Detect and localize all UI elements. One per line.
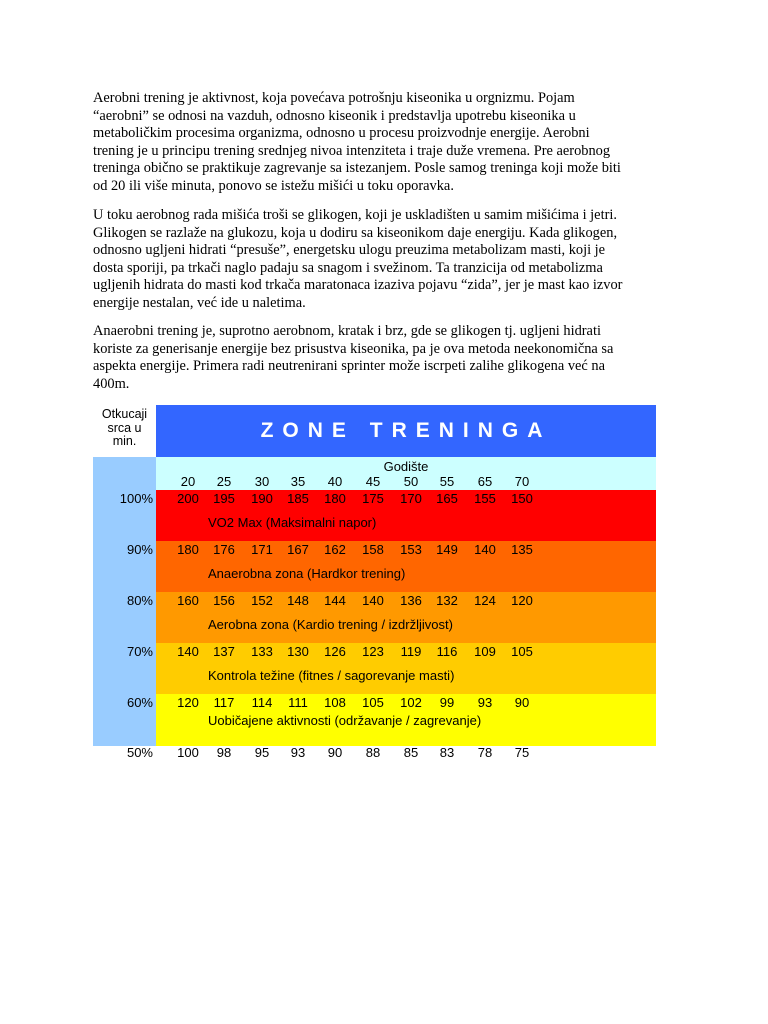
heart-rate-value: 93 bbox=[290, 745, 306, 760]
heart-rate-value: 119 bbox=[400, 644, 422, 659]
text-line: od 20 ili više minuta, ponovo se istežu mišići u toku oporavka. bbox=[93, 177, 454, 194]
heart-rate-value: 148 bbox=[287, 593, 309, 608]
zone-name: Aerobna zona (Kardio trening / izdržljivost) bbox=[208, 617, 453, 632]
heart-rate-value: 132 bbox=[436, 593, 458, 608]
percent-label: 90% bbox=[126, 542, 153, 557]
text-line: U toku aerobnog rada mišića troši se glikogen, koji je uskladišten u samim mišićima i jetri. bbox=[93, 207, 617, 223]
percent-label: 50% bbox=[126, 745, 153, 760]
text-line: Aerobni trening je aktivnost, koja povećava potrošnju kiseonika u orgnizmu. Pojam bbox=[93, 90, 575, 106]
text-line: 400m. bbox=[93, 375, 130, 392]
heart-rate-value: 133 bbox=[251, 644, 273, 659]
heart-rate-value: 153 bbox=[400, 542, 422, 557]
zone-band bbox=[156, 592, 656, 643]
heart-rate-value: 158 bbox=[362, 542, 384, 557]
heart-rate-value: 135 bbox=[511, 542, 533, 557]
text-line: odnosno ugljeni hidrati “presuše”, energetsku ulogu preuzima metabolizam masti, koji je bbox=[93, 242, 606, 259]
text-line: “aerobni” se odnosi na vazduh, odnosno kiseonik i predstavlja upotrebu kiseonika u bbox=[93, 107, 576, 124]
zone-name: Anaerobna zona (Hardkor trening) bbox=[208, 566, 406, 581]
text-line: aspekta energije. Primera radi neutrenirani sprinter može iscrpeti zalihe glikogena već na bbox=[93, 358, 605, 375]
heart-rate-value: 108 bbox=[324, 695, 346, 710]
corner-label-line: min. bbox=[112, 434, 137, 448]
heart-rate-value: 170 bbox=[400, 491, 422, 506]
paragraph-anaerobic bbox=[93, 323, 683, 393]
paragraph-aerobic-intro bbox=[93, 90, 683, 196]
heart-rate-value: 83 bbox=[439, 745, 455, 760]
age-cell: 25 bbox=[216, 474, 232, 489]
heart-rate-value: 190 bbox=[251, 491, 273, 506]
heart-rate-value: 75 bbox=[514, 745, 530, 760]
age-cell: 70 bbox=[514, 474, 530, 489]
heart-rate-value: 155 bbox=[474, 491, 496, 506]
age-label: Godište bbox=[383, 459, 429, 474]
heart-rate-value: 200 bbox=[177, 491, 199, 506]
heart-rate-value: 140 bbox=[474, 542, 496, 557]
heart-rate-value: 171 bbox=[251, 542, 273, 557]
heart-rate-value: 111 bbox=[288, 695, 308, 710]
age-cell: 40 bbox=[327, 474, 343, 489]
heart-rate-value: 114 bbox=[251, 695, 273, 710]
heart-rate-value: 180 bbox=[177, 542, 199, 557]
heart-rate-value: 105 bbox=[511, 644, 533, 659]
zone-name: Uobičajene aktivnosti (održavanje / zagrevanje) bbox=[208, 713, 482, 728]
percent-label: 80% bbox=[126, 593, 153, 608]
corner-label-line: Otkucaji bbox=[101, 407, 148, 421]
age-cell: 35 bbox=[290, 474, 306, 489]
heart-rate-value: 120 bbox=[511, 593, 533, 608]
text-line: dosta sporiji, pa trkači naglo padaju sa snagom i svežinom. Ta tranzicija od metabolizma bbox=[93, 259, 603, 276]
age-cell: 55 bbox=[439, 474, 455, 489]
zone-name: Kontrola težine (fitnes / sagorevanje masti) bbox=[208, 668, 455, 683]
text-line: trening je u principu trening srednjeg nivoa intenziteta i traje duže vremena. Pre aerobnog bbox=[93, 142, 611, 159]
paragraph-glycogen bbox=[93, 207, 683, 313]
heart-rate-value: 136 bbox=[400, 593, 422, 608]
age-header bbox=[156, 457, 656, 490]
heart-rate-value: 78 bbox=[477, 745, 493, 760]
heart-rate-value: 175 bbox=[362, 491, 384, 506]
heart-rate-value: 93 bbox=[477, 695, 493, 710]
heart-rate-value: 95 bbox=[254, 745, 270, 760]
heart-rate-value: 167 bbox=[287, 542, 309, 557]
heart-rate-value: 98 bbox=[216, 745, 232, 760]
text-line: metaboličkim procesima organizma, odnosno u procesu proizvodnje energije. Aerobni bbox=[93, 125, 590, 142]
percent-label: 70% bbox=[126, 644, 153, 659]
age-cell: 20 bbox=[180, 474, 196, 489]
heart-rate-value: 195 bbox=[213, 491, 235, 506]
heart-rate-value: 152 bbox=[251, 593, 273, 608]
heart-rate-value: 126 bbox=[324, 644, 346, 659]
heart-rate-header bbox=[93, 405, 156, 457]
heart-rate-value: 140 bbox=[177, 644, 199, 659]
text-line: koriste za generisanje energije bez prisustva kiseonika, pa je ova metoda neekonomična sa bbox=[93, 340, 614, 357]
heart-rate-value: 176 bbox=[213, 542, 235, 557]
heart-rate-value: 117 bbox=[213, 695, 235, 710]
text-line: Anaerobni trening je, suprotno aerobnom, kratak i brz, gde se glikogen tj. ugljeni hidrati bbox=[93, 323, 601, 339]
age-cell: 45 bbox=[365, 474, 381, 489]
heart-rate-value: 185 bbox=[287, 491, 309, 506]
heart-rate-value: 105 bbox=[362, 695, 384, 710]
zone-band bbox=[156, 541, 656, 592]
age-cell: 30 bbox=[254, 474, 270, 489]
percent-label: 60% bbox=[126, 695, 153, 710]
zone-name: VO2 Max (Maksimalni napor) bbox=[208, 515, 377, 530]
text-line: energije nestalan, već ide u naletima. bbox=[93, 294, 306, 311]
heart-rate-value: 137 bbox=[213, 644, 235, 659]
heart-rate-value: 99 bbox=[439, 695, 455, 710]
zone-band bbox=[156, 694, 656, 745]
heart-rate-value: 123 bbox=[362, 644, 384, 659]
heart-rate-value: 144 bbox=[324, 593, 346, 608]
text-line: Glikogen se razlaže na glukozu, koja u dodiru sa kiseonikom daje energiju. Kada glikogen, bbox=[93, 224, 618, 241]
table-title-bar bbox=[156, 405, 656, 457]
zone-table bbox=[93, 405, 656, 760]
heart-rate-value: 162 bbox=[324, 542, 346, 557]
text-line: ugljenih hidrata do masti kod trkača maratonaca izaziva pojavu “zida”, jer je mast kao izvor bbox=[93, 277, 623, 294]
heart-rate-value: 90 bbox=[327, 745, 343, 760]
heart-rate-value: 88 bbox=[365, 745, 381, 760]
heart-rate-value: 116 bbox=[436, 644, 458, 659]
heart-rate-value: 180 bbox=[324, 491, 346, 506]
heart-rate-value: 120 bbox=[177, 695, 199, 710]
heart-rate-value: 149 bbox=[436, 542, 458, 557]
zone-band bbox=[156, 745, 656, 760]
corner-label-line: srca u bbox=[107, 420, 142, 435]
heart-rate-value: 140 bbox=[362, 593, 384, 608]
heart-rate-value: 90 bbox=[514, 695, 530, 710]
zone-band bbox=[156, 490, 656, 541]
heart-rate-value: 160 bbox=[177, 593, 199, 608]
table-title: ZONE TRENINGA bbox=[260, 419, 552, 442]
zone-band bbox=[156, 643, 656, 694]
heart-rate-value: 156 bbox=[213, 593, 235, 608]
heart-rate-value: 124 bbox=[474, 593, 496, 608]
text-line: treninga obično se praktikuje zagrevanje sa istezanjem. Posle samog treninga koji može biti bbox=[93, 160, 621, 177]
heart-rate-value: 165 bbox=[436, 491, 458, 506]
heart-rate-value: 109 bbox=[474, 644, 496, 659]
heart-rate-value: 102 bbox=[400, 695, 422, 710]
percent-label: 100% bbox=[119, 491, 153, 506]
heart-rate-value: 130 bbox=[287, 644, 309, 659]
heart-rate-value: 85 bbox=[403, 745, 419, 760]
heart-rate-value: 100 bbox=[177, 745, 199, 760]
age-cell: 65 bbox=[477, 474, 493, 489]
heart-rate-value: 150 bbox=[511, 491, 533, 506]
age-cell: 50 bbox=[403, 474, 419, 489]
